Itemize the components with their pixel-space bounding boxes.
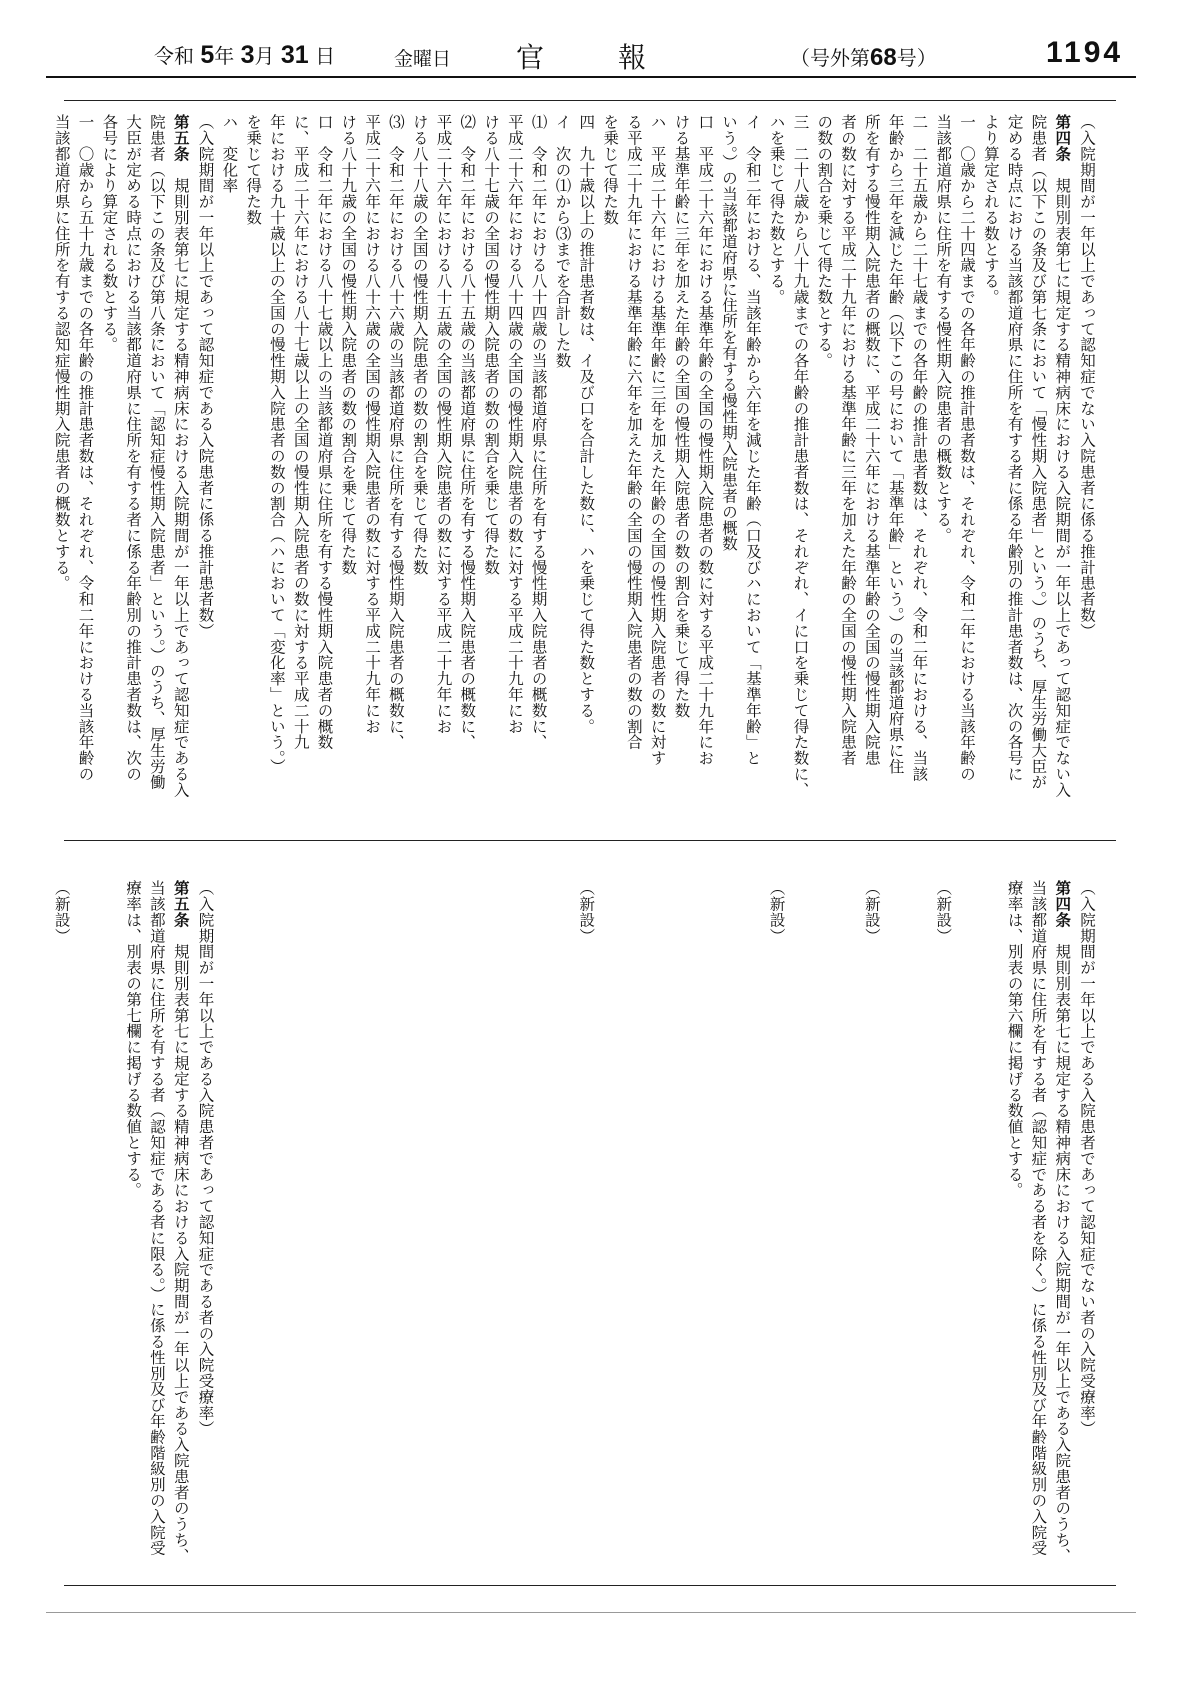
upper-text-column: に、平成二十六年における八十七歳以上の全国の慢性期入院患者の数に対する平成二十九: [291, 114, 310, 750]
upper-text-column: イ 令和二年における、当該年齢から六年を減じた年齢（口及びハにおいて「基準年齢」と: [743, 114, 762, 766]
upper-text-column: 平成二十六年における八十五歳の全国の慢性期入院患者の数に対する平成二十九年にお: [434, 114, 453, 735]
lower-text-column: [264, 880, 288, 1580]
middle-rule: [64, 840, 1116, 841]
lower-text-column: [740, 880, 764, 1580]
lower-text-column: [811, 880, 835, 1580]
weekday: 金曜日: [394, 48, 452, 70]
upper-text-column: ける八十八歳の全国の慢性期入院患者の数の割合を乗じて得た数: [410, 114, 429, 576]
lower-text-column: [954, 880, 978, 1580]
bottom-rule: [64, 1585, 1116, 1586]
upper-text-column: 所を有する慢性期入院患者の概数に、平成二十六年における基準年齢の全国の慢性期入院患: [862, 114, 881, 766]
lower-text-column: [407, 880, 431, 1580]
lower-text-column: [478, 880, 502, 1580]
lower-text-column: [312, 880, 336, 1580]
gazette-title: 官報: [516, 41, 721, 74]
lower-text-column: [692, 880, 716, 1580]
page-number: 1194: [1046, 36, 1124, 69]
lower-text-column: （新設）: [862, 880, 881, 944]
lower-text-column: 療率は、別表の第七欄に掲げる数値とする。: [124, 880, 143, 1198]
upper-text-column: ける八十七歳の全国の慢性期入院患者の数の割合を乗じて得た数: [482, 114, 501, 576]
lower-text-column: 当該都道府県に住所を有する者（認知症である者を除く。）に係る性別及び年齢階級別の入院受: [1029, 880, 1048, 1556]
upper-text-column: を乗じて得た数: [601, 114, 620, 226]
lower-text-column: [526, 880, 550, 1580]
upper-text-column: 年における九十歳以上の全国の慢性期入院患者の数の割合（ハにおいて「変化率」という。）: [267, 114, 286, 775]
upper-text-column: 二 二十五歳から二十七歳までの各年齢の推計患者数は、それぞれ、令和二年における、当該: [910, 114, 929, 782]
upper-text-column: 定める時点における当該都道府県に住所を有する者に係る年齢別の推計患者数は、次の各号に: [1005, 114, 1024, 782]
upper-text-column: 当該都道府県に住所を有する慢性期入院患者の概数とする。: [934, 114, 953, 544]
page-header: [46, 36, 1136, 78]
upper-text-column: ⑴ 令和二年における八十四歳の当該都道府県に住所を有する慢性期入院患者の概数に、: [529, 114, 548, 750]
lower-text-column: [73, 880, 97, 1580]
upper-text-column: イ 次の⑴から⑶までを合計した数: [553, 114, 572, 369]
upper-text-column: 院患者（以下この条及び第七条において「慢性期入院患者」という。）のうち、厚生労働大臣が: [1029, 114, 1048, 790]
revised-text-panel: [52, 114, 1098, 834]
lower-text-column: 当該都道府県に住所を有する者（認知症である者に限る。）に係る性別及び年齢階級別の入院受: [147, 880, 166, 1556]
upper-text-column: 一 〇歳から五十九歳までの各年齢の推計患者数は、それぞれ、令和二年における当該年齢の: [76, 114, 95, 782]
lower-text-column: [669, 880, 693, 1580]
top-rule: [64, 100, 1116, 101]
lower-text-column: [454, 880, 478, 1580]
lower-text-column: （新設）: [934, 880, 953, 944]
lower-text-column: [716, 880, 740, 1580]
upper-text-column: の数の割合を乗じて得た数とする。: [815, 114, 834, 369]
lower-text-column: 第五条 規則別表第七に規定する精神病床における入院期間が一年以上である入院患者のうち、: [171, 880, 191, 1564]
lower-text-column: [788, 880, 812, 1580]
upper-text-column: ⑵ 令和二年における八十五歳の当該都道府県に住所を有する慢性期入院患者の概数に、: [458, 114, 477, 750]
lower-text-column: （入院期間が一年以上である入院患者であって認知症でない者の入院受療率）: [1078, 880, 1096, 1437]
upper-text-column: 四 九十歳以上の推計患者数は、イ及び口を合計した数に、ハを乗じて得た数とする。: [577, 114, 596, 735]
upper-text-column: 各号により算定される数とする。: [100, 114, 119, 353]
lower-text-column: [883, 880, 907, 1580]
upper-text-column: 口 令和二年における八十七歳以上の当該都道府県に住所を有する慢性期入院患者の概数: [315, 114, 334, 750]
upper-text-column: を乗じて得た数: [244, 114, 263, 226]
lower-text-column: [978, 880, 1002, 1580]
lower-text-column: [502, 880, 526, 1580]
lower-text-column: [835, 880, 859, 1580]
upper-text-column: 一 〇歳から二十四歳までの各年齢の推計患者数は、それぞれ、令和二年における当該年齢の: [958, 114, 977, 782]
upper-text-column: 大臣が定める時点における当該都道府県に住所を有する者に係る年齢別の推計患者数は、次の: [124, 114, 143, 782]
upper-text-column: 平成二十六年における八十四歳の全国の慢性期入院患者の数に対する平成二十九年にお: [505, 114, 524, 735]
lower-text-column: [336, 880, 360, 1580]
upper-text-column: ハ 平成二十六年における基準年齢に三年を加えた年齢の全国の慢性期入院患者の数に対す: [648, 114, 667, 766]
upper-text-column: ハを乗じて得た数とする。: [767, 114, 786, 305]
upper-text-column: （入院期間が一年以上であって認知症である入院患者に係る推計患者数）: [196, 114, 215, 639]
lower-text-column: [550, 880, 574, 1580]
lower-text-column: [97, 880, 121, 1580]
upper-text-column: ける基準年齢に三年を加えた年齢の全国の慢性期入院患者の数の割合を乗じて得た数: [672, 114, 691, 719]
lower-text-column: 療率は、別表の第六欄に掲げる数値とする。: [1005, 880, 1024, 1198]
upper-text-column: （入院期間が一年以上であって認知症でない入院患者に係る推計患者数）: [1078, 114, 1096, 639]
upper-text-column: 年齢から三年を減じた年齢（以下この号において「基準年齢」という。）の当該都道府県に住: [886, 114, 905, 775]
lower-text-column: （新設）: [767, 880, 786, 944]
issue-date: 令和 5年 3月 31 日: [154, 41, 336, 69]
upper-text-column: 当該都道府県に住所を有する認知症慢性期入院患者の概数とする。: [52, 114, 71, 591]
upper-text-column: 平成二十六年における八十六歳の全国の慢性期入院患者の数に対する平成二十九年にお: [363, 114, 382, 735]
lower-text-column: [240, 880, 264, 1580]
upper-text-column: 三 二十八歳から八十九歳までの各年齢の推計患者数は、それぞれ、イに口を乗じて得た数に、: [791, 114, 810, 798]
lower-text-column: [621, 880, 645, 1580]
lower-text-column: [645, 880, 669, 1580]
lower-text-column: [383, 880, 407, 1580]
upper-text-column: ハ 変化率: [220, 114, 239, 194]
upper-text-column: 口 平成二十六年における基準年齢の全国の慢性期入院患者の数に対する平成二十九年にお: [696, 114, 715, 766]
lower-text-column: [431, 880, 455, 1580]
lower-text-column: （新設）: [52, 880, 71, 944]
original-text-panel: [52, 880, 1098, 1580]
upper-text-column: 第五条 規則別表第七に規定する精神病床における入院期間が一年以上であって認知症である入: [171, 114, 191, 798]
upper-text-column: 者の数に対する平成二十九年における基準年齢に三年を加えた年齢の全国の慢性期入院患者: [839, 114, 858, 766]
upper-text-column: 第四条 規則別表第七に規定する精神病床における入院期間が一年以上であって認知症でない入: [1053, 114, 1073, 798]
footer-rule: [46, 1612, 1136, 1613]
upper-text-column: より算定される数とする。: [981, 114, 1000, 305]
lower-text-column: [288, 880, 312, 1580]
upper-text-column: る平成二十九年における基準年齢に六年を加えた年齢の全国の慢性期入院患者の数の割合: [624, 114, 643, 750]
lower-text-column: [907, 880, 931, 1580]
upper-text-column: 院患者（以下この条及び第八条において「認知症慢性期入院患者」という。）のうち、厚生労働: [147, 114, 166, 790]
lower-text-column: 第四条 規則別表第七に規定する精神病床における入院期間が一年以上である入院患者のうち、: [1053, 880, 1073, 1564]
lower-text-column: （新設）: [577, 880, 596, 944]
upper-text-column: ⑶ 令和二年における八十六歳の当該都道府県に住所を有する慢性期入院患者の概数に、: [386, 114, 405, 750]
lower-text-column: [359, 880, 383, 1580]
issue-number: （号外第68号）: [790, 44, 937, 71]
lower-text-column: （入院期間が一年以上である入院患者であって認知症である者の入院受療率）: [196, 880, 215, 1437]
upper-text-column: いう。）の当該都道府県に住所を有する慢性期入院患者の概数: [720, 114, 739, 552]
lower-text-column: [217, 880, 241, 1580]
upper-text-column: ける八十九歳の全国の慢性期入院患者の数の割合を乗じて得た数: [339, 114, 358, 576]
lower-text-column: [597, 880, 621, 1580]
